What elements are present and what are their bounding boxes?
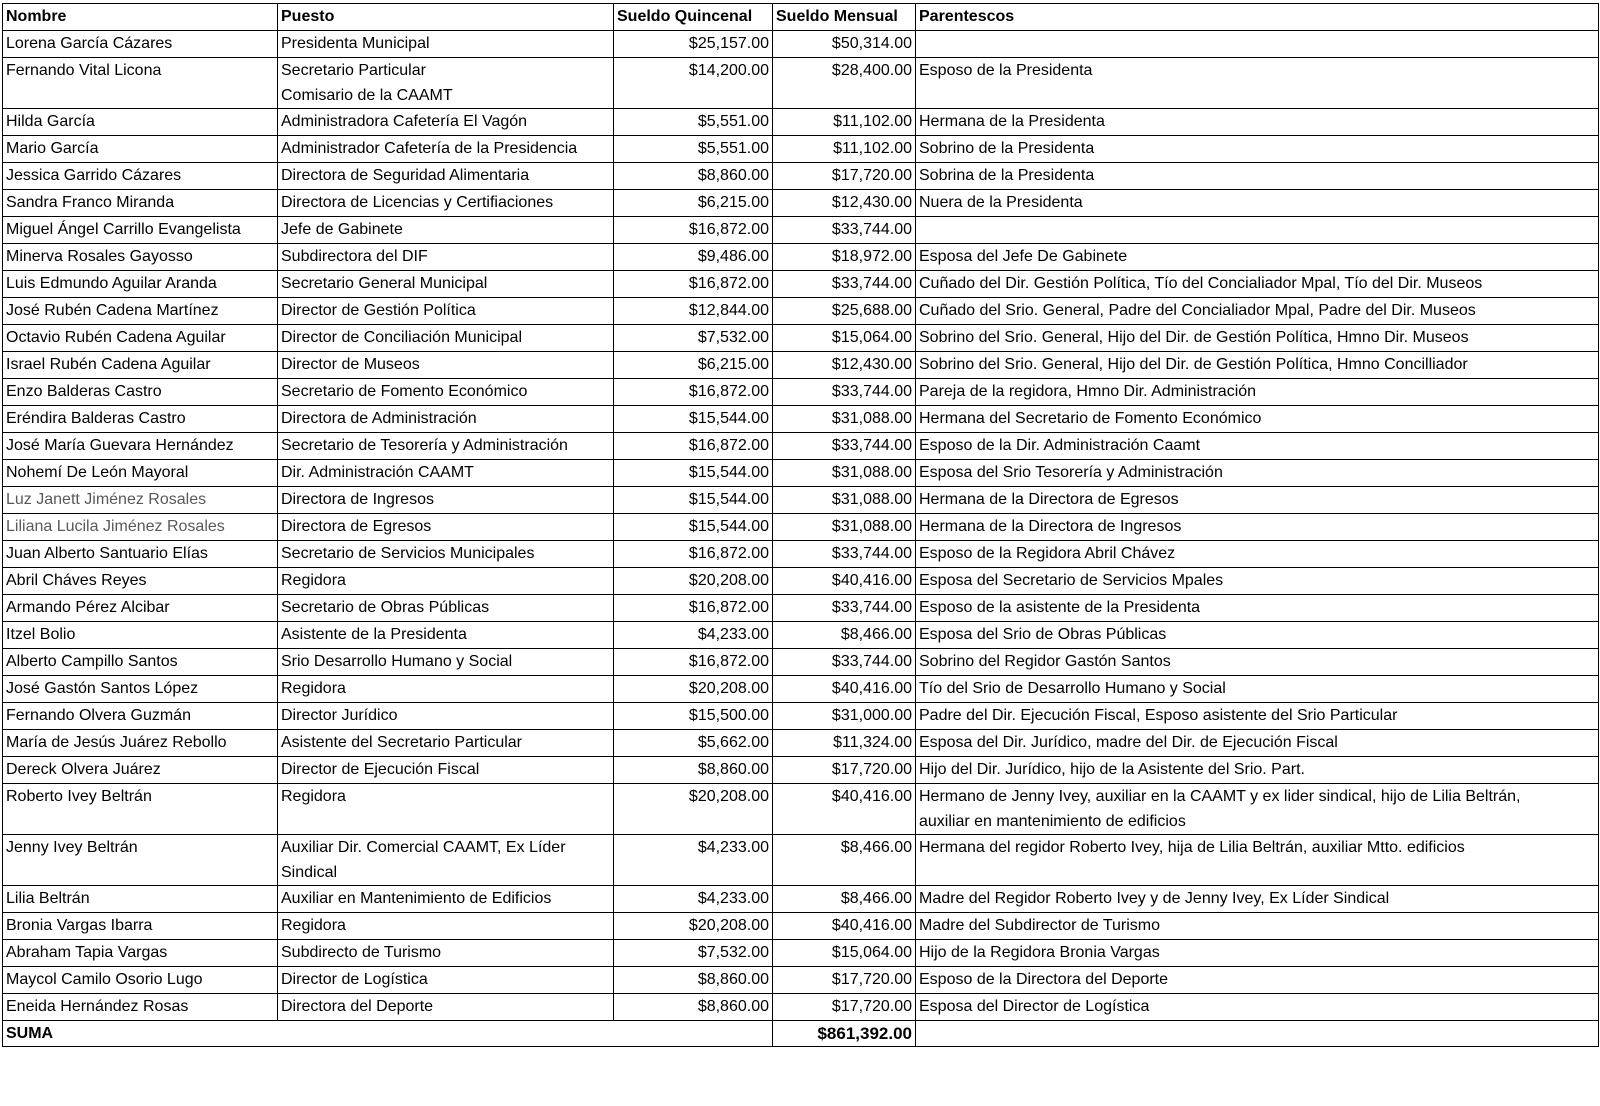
cell-parentesco[interactable]: Cuñado del Srio. General, Padre del Concialiador Mpal, Padre del Dir. Museos (916, 298, 1599, 325)
table-row (3, 163, 1599, 190)
salary-table (2, 3, 1599, 1047)
cell-sueldo-quincenal[interactable]: $20,208.00 (614, 913, 773, 940)
cell-puesto[interactable]: Directora de Seguridad Alimentaria (278, 163, 614, 190)
table-row (3, 325, 1599, 352)
table-row (3, 433, 1599, 460)
cell-puesto[interactable]: Directora de Egresos (278, 514, 614, 541)
table-header (3, 4, 1599, 31)
cell-sueldo-mensual[interactable]: $31,000.00 (773, 703, 916, 730)
cell-sueldo-quincenal[interactable]: $16,872.00 (614, 595, 773, 622)
cell-nombre[interactable]: José Rubén Cadena Martínez (3, 298, 278, 325)
table-row (3, 487, 1599, 514)
cell-sueldo-quincenal[interactable]: $16,872.00 (614, 379, 773, 406)
cell-sueldo-quincenal[interactable]: $16,872.00 (614, 271, 773, 298)
cell-parentesco[interactable]: Esposa del Srio Tesorería y Administración (916, 460, 1599, 487)
cell-sueldo-mensual[interactable]: $33,744.00 (773, 217, 916, 244)
cell-sueldo-mensual[interactable]: $17,720.00 (773, 967, 916, 994)
header-sueldo-mensual[interactable]: Sueldo Mensual (773, 4, 916, 31)
cell-nombre[interactable]: Miguel Ángel Carrillo Evangelista (3, 217, 278, 244)
cell-nombre[interactable]: Lilia Beltrán (3, 886, 278, 913)
cell-sueldo-quincenal[interactable]: $15,544.00 (614, 460, 773, 487)
cell-sueldo-mensual[interactable]: $11,102.00 (773, 109, 916, 136)
cell-puesto[interactable]: Director de Ejecución Fiscal (278, 757, 614, 784)
cell-nombre[interactable]: Lorena García Cázares (3, 31, 278, 58)
header-row (3, 4, 1599, 31)
cell-puesto[interactable]: Director de Gestión Política (278, 298, 614, 325)
cell-sueldo-mensual[interactable]: $40,416.00 (773, 676, 916, 703)
cell-sueldo-quincenal[interactable]: $4,233.00 (614, 886, 773, 913)
cell-sueldo-quincenal[interactable]: $15,544.00 (614, 514, 773, 541)
cell-puesto[interactable]: Director Jurídico (278, 703, 614, 730)
cell-sueldo-mensual[interactable]: $33,744.00 (773, 649, 916, 676)
cell-parentesco[interactable]: Padre del Dir. Ejecución Fiscal, Esposo asistente del Srio Particular (916, 703, 1599, 730)
cell-puesto[interactable]: Directora de Licencias y Certifiaciones (278, 190, 614, 217)
cell-sueldo-mensual[interactable]: $33,744.00 (773, 595, 916, 622)
cell-parentesco[interactable]: Esposo de la asistente de la Presidenta (916, 595, 1599, 622)
cell-puesto[interactable]: Secretario de Tesorería y Administración (278, 433, 614, 460)
cell-parentesco[interactable]: Hermano de Jenny Ivey, auxiliar en la CAAMT y ex lider sindical, hijo de Lilia Beltrán, auxiliar en mantenimiento de edificios (916, 784, 1599, 835)
cell-parentesco[interactable]: Hijo de la Regidora Bronia Vargas (916, 940, 1599, 967)
cell-sueldo-quincenal[interactable]: $12,844.00 (614, 298, 773, 325)
cell-sueldo-mensual[interactable]: $15,064.00 (773, 940, 916, 967)
cell-nombre[interactable]: Maycol Camilo Osorio Lugo (3, 967, 278, 994)
cell-parentesco[interactable] (916, 31, 1599, 58)
cell-puesto[interactable]: Subdirecto de Turismo (278, 940, 614, 967)
cell-sueldo-quincenal[interactable]: $20,208.00 (614, 568, 773, 595)
cell-sueldo-mensual[interactable]: $8,466.00 (773, 835, 916, 886)
cell-parentesco[interactable]: Esposo de la Directora del Deporte (916, 967, 1599, 994)
cell-parentesco[interactable]: Esposa del Dir. Jurídico, madre del Dir. de Ejecución Fiscal (916, 730, 1599, 757)
cell-sueldo-quincenal[interactable]: $15,544.00 (614, 406, 773, 433)
cell-sueldo-quincenal[interactable]: $5,551.00 (614, 136, 773, 163)
cell-sueldo-quincenal[interactable]: $16,872.00 (614, 541, 773, 568)
cell-puesto[interactable]: Administradora Cafetería El Vagón (278, 109, 614, 136)
cell-sueldo-mensual[interactable]: $33,744.00 (773, 379, 916, 406)
table-row (3, 31, 1599, 58)
table-row (3, 757, 1599, 784)
table-row (3, 568, 1599, 595)
cell-parentesco[interactable]: Sobrino de la Presidenta (916, 136, 1599, 163)
cell-nombre[interactable]: Sandra Franco Miranda (3, 190, 278, 217)
table-row (3, 784, 1599, 835)
cell-sueldo-quincenal[interactable]: $14,200.00 (614, 58, 773, 109)
cell-sueldo-quincenal[interactable]: $8,860.00 (614, 757, 773, 784)
cell-parentesco[interactable] (916, 217, 1599, 244)
table-row (3, 595, 1599, 622)
cell-puesto[interactable]: Secretario Particular Comisario de la CAAMT (278, 58, 614, 109)
cell-parentesco[interactable]: Hermana del regidor Roberto Ivey, hija de Lilia Beltrán, auxiliar Mtto. edificios (916, 835, 1599, 886)
cell-sueldo-mensual[interactable]: $17,720.00 (773, 163, 916, 190)
cell-sueldo-quincenal[interactable]: $7,532.00 (614, 325, 773, 352)
table-row (3, 994, 1599, 1021)
table-body (3, 31, 1599, 1021)
cell-puesto[interactable]: Director de Conciliación Municipal (278, 325, 614, 352)
table-row (3, 913, 1599, 940)
cell-sueldo-quincenal[interactable]: $8,860.00 (614, 994, 773, 1021)
cell-nombre[interactable]: Minerva Rosales Gayosso (3, 244, 278, 271)
total-value[interactable]: $861,392.00 (773, 1021, 916, 1047)
cell-parentesco[interactable]: Esposa del Director de Logística (916, 994, 1599, 1021)
table-row (3, 136, 1599, 163)
cell-nombre[interactable]: Hilda García (3, 109, 278, 136)
cell-puesto[interactable]: Regidora (278, 784, 614, 835)
cell-sueldo-quincenal[interactable]: $16,872.00 (614, 433, 773, 460)
cell-sueldo-mensual[interactable]: $17,720.00 (773, 994, 916, 1021)
cell-puesto[interactable]: Secretario de Servicios Municipales (278, 541, 614, 568)
cell-puesto[interactable]: Directora de Ingresos (278, 487, 614, 514)
cell-puesto[interactable]: Director de Museos (278, 352, 614, 379)
cell-sueldo-mensual[interactable]: $33,744.00 (773, 541, 916, 568)
cell-puesto[interactable]: Asistente de la Presidenta (278, 622, 614, 649)
cell-puesto[interactable]: Regidora (278, 913, 614, 940)
cell-sueldo-mensual[interactable]: $8,466.00 (773, 622, 916, 649)
cell-nombre[interactable]: Nohemí De León Mayoral (3, 460, 278, 487)
cell-parentesco[interactable]: Esposa del Jefe De Gabinete (916, 244, 1599, 271)
table-row (3, 514, 1599, 541)
cell-parentesco[interactable]: Nuera de la Presidenta (916, 190, 1599, 217)
cell-nombre[interactable]: Luz Janett Jiménez Rosales (3, 487, 278, 514)
cell-sueldo-mensual[interactable]: $8,466.00 (773, 886, 916, 913)
cell-sueldo-mensual[interactable]: $31,088.00 (773, 487, 916, 514)
cell-parentesco[interactable]: Madre del Regidor Roberto Ivey y de Jenny Ivey, Ex Líder Sindical (916, 886, 1599, 913)
cell-parentesco[interactable]: Hermana de la Presidenta (916, 109, 1599, 136)
cell-nombre[interactable]: Jenny Ivey Beltrán (3, 835, 278, 886)
cell-puesto[interactable]: Presidenta Municipal (278, 31, 614, 58)
cell-parentesco[interactable]: Hermana de la Directora de Ingresos (916, 514, 1599, 541)
cell-puesto[interactable]: Secretario de Fomento Económico (278, 379, 614, 406)
cell-nombre[interactable]: Fernando Olvera Guzmán (3, 703, 278, 730)
cell-nombre[interactable]: Fernando Vital Licona (3, 58, 278, 109)
cell-sueldo-quincenal[interactable]: $4,233.00 (614, 835, 773, 886)
cell-sueldo-mensual[interactable]: $40,416.00 (773, 784, 916, 835)
cell-nombre[interactable]: Dereck Olvera Juárez (3, 757, 278, 784)
total-label[interactable]: SUMA (3, 1021, 773, 1047)
table-row (3, 541, 1599, 568)
cell-parentesco[interactable]: Pareja de la regidora, Hmno Dir. Administración (916, 379, 1599, 406)
cell-puesto[interactable]: Auxiliar en Mantenimiento de Edificios (278, 886, 614, 913)
table-row (3, 622, 1599, 649)
cell-puesto[interactable]: Directora de Administración (278, 406, 614, 433)
cell-nombre[interactable]: Octavio Rubén Cadena Aguilar (3, 325, 278, 352)
cell-puesto[interactable]: Administrador Cafetería de la Presidencia (278, 136, 614, 163)
total-empty-cell[interactable] (916, 1021, 1599, 1047)
cell-sueldo-quincenal[interactable]: $6,215.00 (614, 190, 773, 217)
cell-sueldo-quincenal[interactable]: $20,208.00 (614, 676, 773, 703)
cell-sueldo-mensual[interactable]: $31,088.00 (773, 406, 916, 433)
cell-sueldo-mensual[interactable]: $31,088.00 (773, 460, 916, 487)
cell-sueldo-mensual[interactable]: $11,324.00 (773, 730, 916, 757)
cell-nombre[interactable]: Bronia Vargas Ibarra (3, 913, 278, 940)
cell-sueldo-quincenal[interactable]: $5,551.00 (614, 109, 773, 136)
table-row (3, 460, 1599, 487)
cell-sueldo-quincenal[interactable]: $6,215.00 (614, 352, 773, 379)
cell-nombre[interactable]: Itzel Bolio (3, 622, 278, 649)
cell-sueldo-quincenal[interactable]: $20,208.00 (614, 784, 773, 835)
cell-nombre[interactable]: Armando Pérez Alcibar (3, 595, 278, 622)
table-row (3, 676, 1599, 703)
cell-parentesco[interactable]: Sobrino del Srio. General, Hijo del Dir. de Gestión Política, Hmno Dir. Museos (916, 325, 1599, 352)
cell-sueldo-quincenal[interactable]: $9,486.00 (614, 244, 773, 271)
cell-nombre[interactable]: María de Jesús Juárez Rebollo (3, 730, 278, 757)
cell-nombre[interactable]: Luis Edmundo Aguilar Aranda (3, 271, 278, 298)
cell-sueldo-mensual[interactable]: $31,088.00 (773, 514, 916, 541)
cell-sueldo-quincenal[interactable]: $15,500.00 (614, 703, 773, 730)
cell-puesto[interactable]: Asistente del Secretario Particular (278, 730, 614, 757)
table-row (3, 649, 1599, 676)
cell-nombre[interactable]: José Gastón Santos López (3, 676, 278, 703)
cell-nombre[interactable]: Alberto Campillo Santos (3, 649, 278, 676)
cell-nombre[interactable]: Eréndira Balderas Castro (3, 406, 278, 433)
cell-sueldo-quincenal[interactable]: $15,544.00 (614, 487, 773, 514)
cell-parentesco[interactable]: Tío del Srio de Desarrollo Humano y Social (916, 676, 1599, 703)
cell-parentesco[interactable]: Sobrina de la Presidenta (916, 163, 1599, 190)
table-row (3, 352, 1599, 379)
cell-sueldo-quincenal[interactable]: $4,233.00 (614, 622, 773, 649)
cell-puesto[interactable]: Regidora (278, 568, 614, 595)
cell-nombre[interactable]: Mario García (3, 136, 278, 163)
cell-sueldo-mensual[interactable]: $33,744.00 (773, 433, 916, 460)
cell-sueldo-quincenal[interactable]: $8,860.00 (614, 967, 773, 994)
cell-sueldo-mensual[interactable]: $12,430.00 (773, 352, 916, 379)
cell-sueldo-mensual[interactable]: $15,064.00 (773, 325, 916, 352)
cell-puesto[interactable]: Auxiliar Dir. Comercial CAAMT, Ex Líder Sindical (278, 835, 614, 886)
cell-sueldo-quincenal[interactable]: $16,872.00 (614, 649, 773, 676)
cell-puesto[interactable]: Jefe de Gabinete (278, 217, 614, 244)
table-row (3, 967, 1599, 994)
table-row (3, 190, 1599, 217)
cell-sueldo-quincenal[interactable]: $5,662.00 (614, 730, 773, 757)
table-row (3, 244, 1599, 271)
cell-parentesco[interactable]: Sobrino del Srio. General, Hijo del Dir. de Gestión Política, Hmno Concilliador (916, 352, 1599, 379)
cell-sueldo-mensual[interactable]: $40,416.00 (773, 568, 916, 595)
cell-sueldo-quincenal[interactable]: $16,872.00 (614, 217, 773, 244)
cell-parentesco[interactable]: Esposo de la Presidenta (916, 58, 1599, 109)
cell-sueldo-quincenal[interactable]: $8,860.00 (614, 163, 773, 190)
cell-nombre[interactable]: Liliana Lucila Jiménez Rosales (3, 514, 278, 541)
cell-puesto[interactable]: Dir. Administración CAAMT (278, 460, 614, 487)
cell-sueldo-quincenal[interactable]: $7,532.00 (614, 940, 773, 967)
cell-sueldo-mensual[interactable]: $11,102.00 (773, 136, 916, 163)
cell-nombre[interactable]: Enzo Balderas Castro (3, 379, 278, 406)
cell-sueldo-mensual[interactable]: $18,972.00 (773, 244, 916, 271)
cell-parentesco[interactable]: Hijo del Dir. Jurídico, hijo de la Asistente del Srio. Part. (916, 757, 1599, 784)
cell-nombre[interactable]: Israel Rubén Cadena Aguilar (3, 352, 278, 379)
table-row (3, 271, 1599, 298)
cell-parentesco[interactable]: Esposo de la Regidora Abril Chávez (916, 541, 1599, 568)
header-parentescos[interactable]: Parentescos (916, 4, 1599, 31)
table-row (3, 58, 1599, 109)
table-row (3, 835, 1599, 886)
cell-parentesco[interactable]: Esposo de la Dir. Administración Caamt (916, 433, 1599, 460)
cell-nombre[interactable]: Roberto Ivey Beltrán (3, 784, 278, 835)
table-row (3, 109, 1599, 136)
cell-nombre[interactable]: Juan Alberto Santuario Elías (3, 541, 278, 568)
cell-puesto[interactable]: Regidora (278, 676, 614, 703)
table-row (3, 886, 1599, 913)
cell-nombre[interactable]: Abraham Tapia Vargas (3, 940, 278, 967)
cell-puesto[interactable]: Secretario de Obras Públicas (278, 595, 614, 622)
total-row (3, 1021, 1599, 1047)
cell-parentesco[interactable]: Hermana de la Directora de Egresos (916, 487, 1599, 514)
cell-sueldo-mensual[interactable]: $17,720.00 (773, 757, 916, 784)
cell-nombre[interactable]: Eneida Hernández Rosas (3, 994, 278, 1021)
cell-sueldo-mensual[interactable]: $12,430.00 (773, 190, 916, 217)
cell-parentesco[interactable]: Hermana del Secretario de Fomento Económico (916, 406, 1599, 433)
header-puesto[interactable]: Puesto (278, 4, 614, 31)
cell-puesto[interactable]: Directora del Deporte (278, 994, 614, 1021)
cell-parentesco[interactable]: Sobrino del Regidor Gastón Santos (916, 649, 1599, 676)
cell-sueldo-mensual[interactable]: $28,400.00 (773, 58, 916, 109)
cell-parentesco[interactable]: Cuñado del Dir. Gestión Política, Tío del Concialiador Mpal, Tío del Dir. Museos (916, 271, 1599, 298)
cell-puesto[interactable]: Secretario General Municipal (278, 271, 614, 298)
table-row (3, 217, 1599, 244)
table-row (3, 406, 1599, 433)
cell-nombre[interactable]: Abril Cháves Reyes (3, 568, 278, 595)
cell-sueldo-mensual[interactable]: $25,688.00 (773, 298, 916, 325)
table-row (3, 730, 1599, 757)
cell-sueldo-mensual[interactable]: $33,744.00 (773, 271, 916, 298)
cell-puesto[interactable]: Srio Desarrollo Humano y Social (278, 649, 614, 676)
cell-puesto[interactable]: Director de Logística (278, 967, 614, 994)
table-row (3, 940, 1599, 967)
cell-puesto[interactable]: Subdirectora del DIF (278, 244, 614, 271)
cell-parentesco[interactable]: Esposa del Srio de Obras Públicas (916, 622, 1599, 649)
table-row (3, 298, 1599, 325)
table-row (3, 379, 1599, 406)
cell-parentesco[interactable]: Madre del Subdirector de Turismo (916, 913, 1599, 940)
cell-sueldo-mensual[interactable]: $40,416.00 (773, 913, 916, 940)
table-row (3, 703, 1599, 730)
cell-nombre[interactable]: Jessica Garrido Cázares (3, 163, 278, 190)
header-sueldo-quincenal[interactable]: Sueldo Quincenal (614, 4, 773, 31)
header-nombre[interactable]: Nombre (3, 4, 278, 31)
cell-sueldo-quincenal[interactable]: $25,157.00 (614, 31, 773, 58)
cell-parentesco[interactable]: Esposa del Secretario de Servicios Mpales (916, 568, 1599, 595)
cell-nombre[interactable]: José María Guevara Hernández (3, 433, 278, 460)
cell-sueldo-mensual[interactable]: $50,314.00 (773, 31, 916, 58)
